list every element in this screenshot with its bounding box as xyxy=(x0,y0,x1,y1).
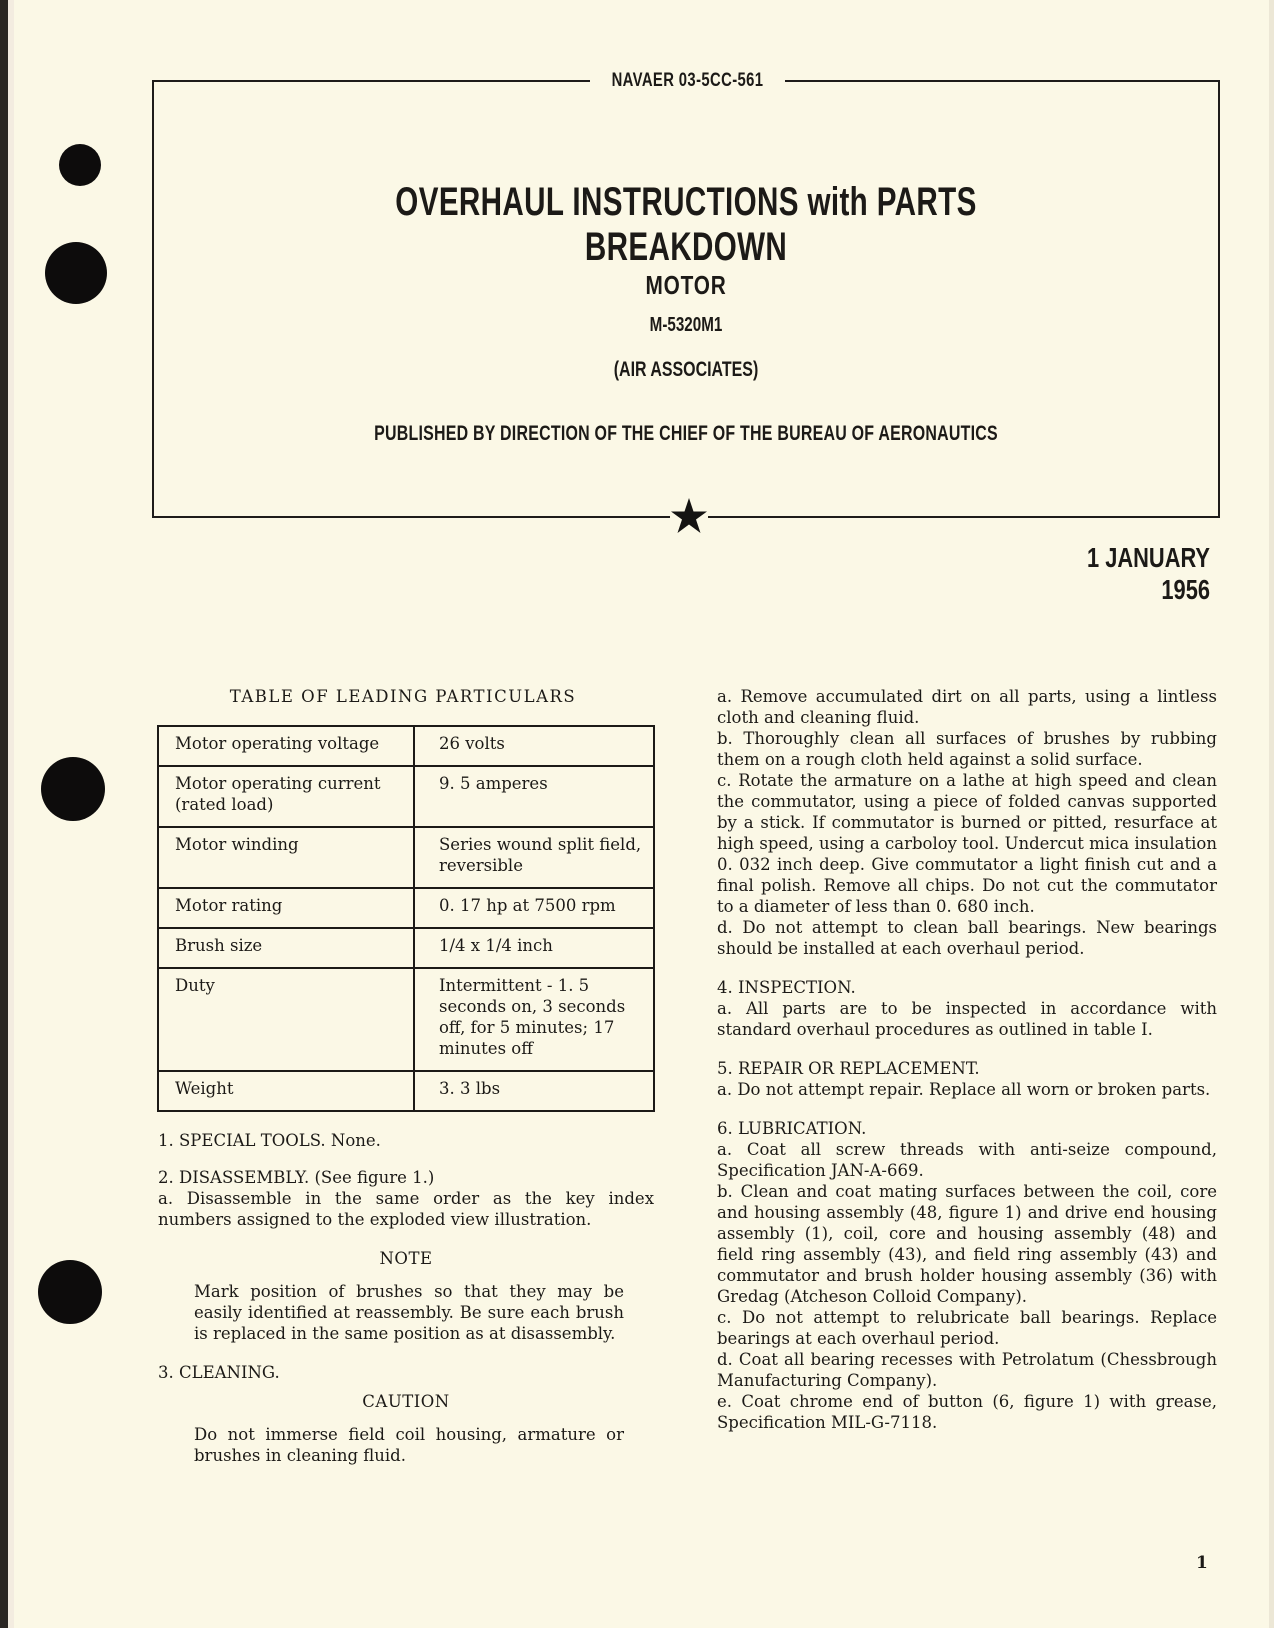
row-label: Motor winding xyxy=(158,827,414,888)
model-number: M-5320M1 xyxy=(649,314,723,336)
section-disassembly-heading: 2. DISASSEMBLY. (See figure 1.) xyxy=(158,1168,435,1187)
right-column xyxy=(717,686,1217,1433)
row-label: Brush size xyxy=(158,928,414,968)
subject-title: MOTOR xyxy=(645,270,727,300)
table-row xyxy=(158,726,654,766)
manufacturer: (AIR ASSOCIATES) xyxy=(613,358,759,381)
table-row xyxy=(158,766,654,827)
table-row xyxy=(158,1071,654,1111)
row-label: Motor rating xyxy=(158,888,414,928)
lubrication-step-e: e. Coat chrome end of button (6, figure 1) with grease, Specification MIL-G-7118. xyxy=(717,1392,1217,1432)
star-icon xyxy=(670,497,708,535)
table-row xyxy=(158,968,654,1071)
page-number: 1 xyxy=(1196,1553,1208,1573)
section-lubrication-heading: 6. LUBRICATION. xyxy=(717,1119,867,1138)
disassembly-step-a: a. Disassemble in the same order as the key index numbers assigned to the exploded view illustration. xyxy=(158,1189,654,1229)
page-scan-edge xyxy=(0,0,8,1628)
punch-hole-icon xyxy=(41,757,105,821)
publication-date: 1 JANUARY 1956 xyxy=(1087,542,1210,605)
section-cleaning-heading: 3. CLEANING. xyxy=(158,1363,280,1382)
row-value: 9. 5 amperes xyxy=(414,766,654,827)
note-body: Mark position of brushes so that they may be easily identified at reassembly. Be sure each brush is replaced in the same position as at disassembly. xyxy=(194,1282,624,1343)
punch-hole-icon xyxy=(38,1260,102,1324)
caution-body: Do not immerse field coil housing, armature or brushes in cleaning fluid. xyxy=(194,1425,624,1465)
section-special-tools: 1. SPECIAL TOOLS. None. xyxy=(158,1131,381,1150)
publisher-line: PUBLISHED BY DIRECTION OF THE CHIEF OF THE BUREAU OF AERONAUTICS xyxy=(374,422,998,445)
cleaning-step-a: a. Remove accumulated dirt on all parts, using a lintless cloth and cleaning fluid. xyxy=(717,687,1217,727)
lubrication-step-a: a. Coat all screw threads with anti-seize compound, Specification JAN-A-669. xyxy=(717,1140,1217,1180)
row-value: Intermittent - 1. 5 seconds on, 3 seconds off, for 5 minutes; 17 minutes off xyxy=(414,968,654,1071)
section-repair-heading: 5. REPAIR OR REPLACEMENT. xyxy=(717,1059,980,1078)
lubrication-step-c: c. Do not attempt to relubricate ball bearings. Replace bearings at each overhaul period. xyxy=(717,1308,1217,1348)
page-scan-margin xyxy=(8,0,14,1628)
cleaning-step-b: b. Thoroughly clean all surfaces of brushes by rubbing them on a rough cloth held against a solid surface. xyxy=(717,729,1217,769)
row-value: 1/4 x 1/4 inch xyxy=(414,928,654,968)
row-label: Duty xyxy=(158,968,414,1071)
row-value: 3. 3 lbs xyxy=(414,1071,654,1111)
leading-particulars-table xyxy=(157,725,655,1112)
page-right-edge xyxy=(1269,0,1274,1628)
page-title: OVERHAUL INSTRUCTIONS with PARTS BREAKDOWN xyxy=(395,180,977,269)
lubrication-step-d: d. Coat all bearing recesses with Petrolatum (Chessbrough Manufacturing Company). xyxy=(717,1350,1217,1390)
table-row xyxy=(158,888,654,928)
note-heading: NOTE xyxy=(379,1249,433,1268)
punch-hole-icon xyxy=(59,144,101,186)
punch-hole-icon xyxy=(45,242,107,304)
cleaning-step-d: d. Do not attempt to clean ball bearings. New bearings should be installed at each overhaul period. xyxy=(717,918,1217,958)
row-label: Motor operating voltage xyxy=(158,726,414,766)
left-column xyxy=(158,686,654,1466)
cleaning-step-c: c. Rotate the armature on a lathe at high speed and clean the commutator, using a piece of folded canvas supported by a stick. If commutator is burned or pitted, resurface at high speed, using a carboloy tool. Undercut mica insulation 0. 032 inch deep. Give commutator a light finish cut and a final polish. Remove all chips. Do not cut the commutator to a diameter of less than 0. 680 inch. xyxy=(717,771,1217,916)
inspection-step-a: a. All parts are to be inspected in accordance with standard overhaul procedures as outlined in table I. xyxy=(717,999,1217,1039)
row-label: Weight xyxy=(158,1071,414,1111)
section-inspection-heading: 4. INSPECTION. xyxy=(717,978,856,997)
caution-heading: CAUTION xyxy=(362,1392,450,1411)
table-title: TABLE OF LEADING PARTICULARS xyxy=(229,687,577,706)
repair-step-a: a. Do not attempt repair. Replace all worn or broken parts. xyxy=(717,1080,1211,1099)
row-value: Series wound split field, reversible xyxy=(414,827,654,888)
table-row xyxy=(158,928,654,968)
lubrication-step-b: b. Clean and coat mating surfaces between the coil, core and housing assembly (48, figure 1) and drive end housing assembly (1), coil, core and housing assembly (48) and field ring assembly (43), and field ring assembly (43) and commutator and brush holder housing assembly (36) with Gredag (Atcheson Colloid Company). xyxy=(717,1182,1217,1306)
row-value: 26 volts xyxy=(414,726,654,766)
document-number: NAVAER 03-5CC-561 xyxy=(611,70,764,91)
row-value: 0. 17 hp at 7500 rpm xyxy=(414,888,654,928)
table-row xyxy=(158,827,654,888)
row-label: Motor operating current (rated load) xyxy=(158,766,414,827)
